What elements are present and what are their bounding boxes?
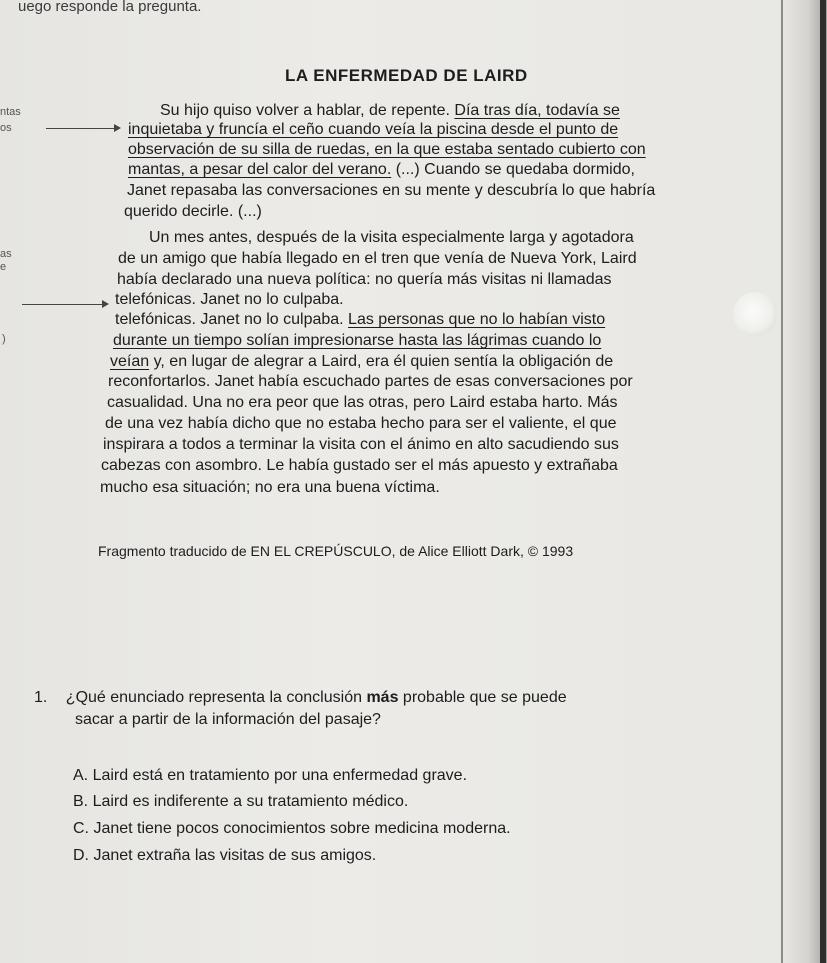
passage-line: querido decirle. (...): [124, 203, 262, 220]
passage-line: inquietaba y fruncía el ceño cuando veía la piscina desde el punto de: [128, 121, 619, 138]
passage-line: Un mes antes, después de la visita especialmente larga y agotadora: [149, 229, 634, 246]
passage-line: inspirara a todos a terminar la visita con el ánimo en alto sacudiendo sus: [103, 436, 619, 453]
margin-arrow: [46, 128, 116, 129]
passage-line: [115, 312, 605, 328]
margin-note: as: [0, 248, 12, 260]
top-instruction: uego responde la pregunta.: [18, 0, 202, 15]
margin-note: ntas: [0, 106, 21, 118]
underlined-text: mantas, a pesar del calor del verano.: [128, 161, 392, 178]
page-edge-dark: [820, 0, 826, 963]
passage-line: durante un tiempo solían impresionarse hasta las lágrimas cuando lo: [113, 332, 602, 349]
passage-line: de una vez había dicho que no estaba hecho para ser el valiente, el que: [105, 415, 617, 432]
passage-line: [160, 103, 620, 119]
passage-text: telefónicas. Janet no lo culpaba.: [115, 311, 349, 328]
margin-note: ): [2, 333, 6, 345]
underlined-text: Las personas que no lo habían visto: [348, 311, 606, 328]
margin-note: e: [0, 261, 7, 273]
answer-option-c[interactable]: C. Janet tiene pocos conocimientos sobre medicina moderna.: [73, 820, 511, 837]
margin-note: os: [0, 122, 12, 134]
question-emphasis: más: [366, 689, 399, 706]
passage-line: de un amigo que había llegado en el tren que venía de Nueva York, Laird: [118, 250, 637, 267]
question-line-2: sacar a partir de la información del pasaje?: [75, 711, 381, 728]
passage-line: Janet repasaba las conversaciones en su mente y descubría lo que habría: [127, 182, 656, 199]
passage-line: telefónicas. Janet no lo culpaba.: [115, 291, 344, 308]
margin-arrow: [22, 304, 104, 305]
answer-option-b[interactable]: B. Laird es indiferente a su tratamiento médico.: [73, 793, 409, 810]
question-line-1: [34, 689, 567, 707]
question-text: probable que se puede: [398, 689, 567, 706]
passage-line: casualidad. Una no era peor que las otras, pero Laird estaba harto. Más: [107, 394, 618, 411]
punch-hole: [733, 292, 777, 336]
passage-line: había declarado una nueva política: no quería más visitas ni llamadas: [117, 271, 612, 288]
passage-line: cabezas con asombro. Le había gustado ser el más apuesto y extrañaba: [101, 457, 618, 474]
passage-credit: Fragmento traducido de EN EL CREPÚSCULO, de Alice Elliott Dark, © 1993: [98, 543, 574, 559]
page-edge-line: [781, 0, 783, 963]
question-text: ¿Qué enunciado representa la conclusión: [65, 689, 367, 706]
passage-line: mucho esa situación; no era una buena víctima.: [100, 479, 440, 496]
answer-option-a[interactable]: A. Laird está en tratamiento por una enfermedad grave.: [73, 767, 468, 784]
passage-text: Su hijo quiso volver a hablar, de repente.: [160, 102, 455, 119]
answer-option-d[interactable]: D. Janet extraña las visitas de sus amigos.: [73, 847, 377, 864]
passage-line: reconfortarlos. Janet había escuchado partes de esas conversaciones por: [108, 373, 633, 390]
underlined-text: veían: [110, 353, 150, 370]
passage-title: LA ENFERMEDAD DE LAIRD: [285, 66, 528, 85]
passage-line: [128, 162, 635, 178]
passage-line: observación de su silla de ruedas, en la que estaba sentado cubierto con: [128, 141, 646, 158]
passage-text: y, en lugar de alegrar a Laird, era él quien sentía la obligación de: [149, 353, 614, 370]
passage-line: [110, 354, 613, 370]
question-number: 1.: [34, 689, 48, 706]
underlined-text: Día tras día, todavía se: [454, 102, 620, 119]
passage-text: (...) Cuando se quedaba dormido,: [391, 161, 635, 178]
